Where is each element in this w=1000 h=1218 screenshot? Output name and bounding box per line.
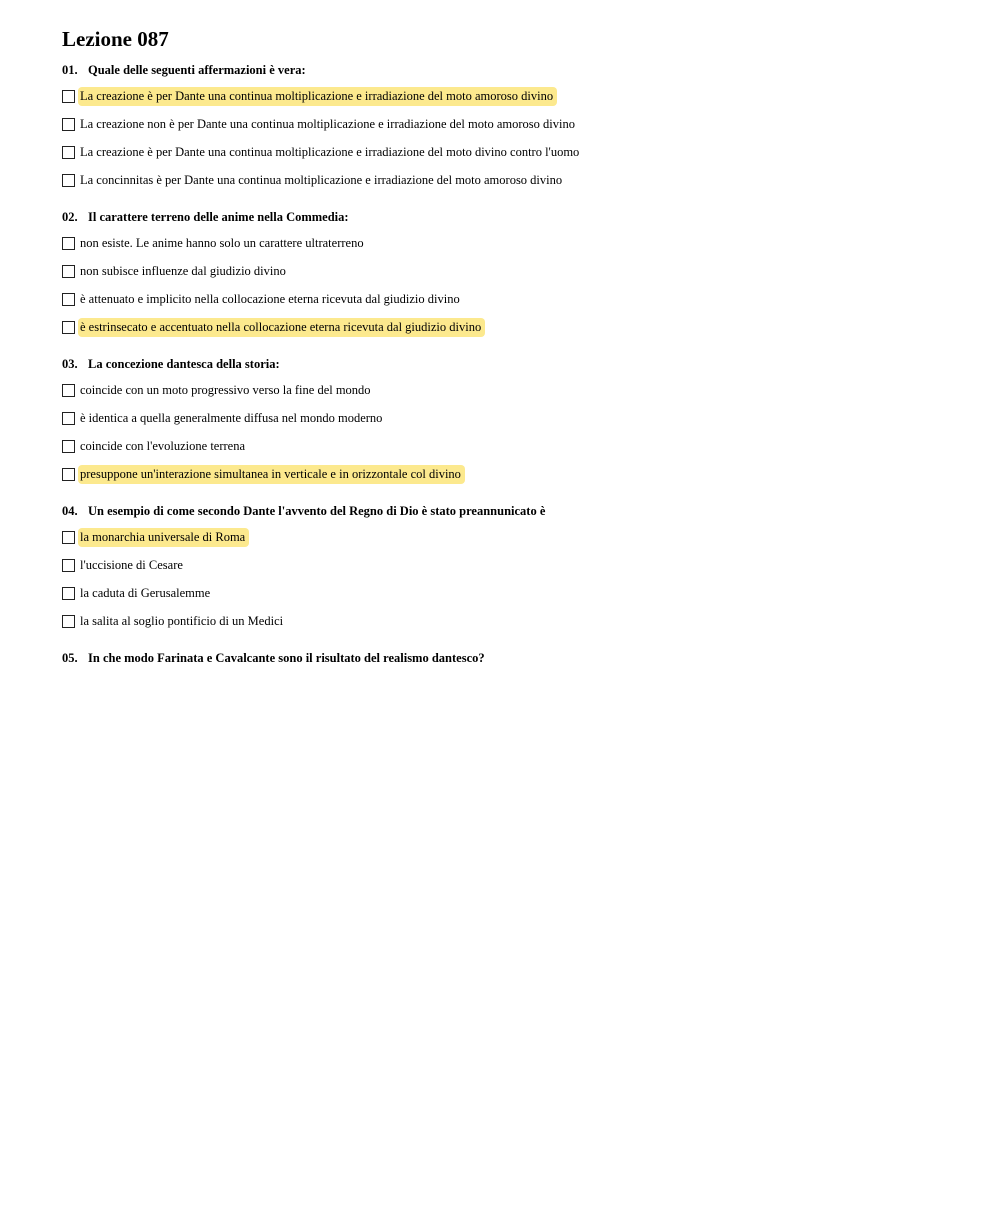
document-page [62, 26, 962, 670]
question-text: La concezione dantesca della storia: [88, 357, 280, 371]
answer-text-highlighted: presuppone un'interazione simultanea in verticale e in orizzontale col divino [78, 465, 465, 484]
answer-checkbox[interactable] [62, 412, 75, 425]
answer-text: La concinnitas è per Dante una continua moltiplicazione e irradiazione del moto amoroso divino [80, 172, 563, 187]
answer-checkbox[interactable] [62, 293, 75, 306]
answer-text: la caduta di Gerusalemme [80, 585, 211, 600]
answer-option[interactable] [62, 523, 962, 551]
question-list [62, 62, 962, 666]
question-text: Un esempio di come secondo Dante l'avvento del Regno di Dio è stato preannunicato è [88, 504, 546, 518]
answer-checkbox[interactable] [62, 587, 75, 600]
answer-checkbox[interactable] [62, 559, 75, 572]
answer-text: è attenuato e implicito nella collocazione eterna ricevuta dal giudizio divino [80, 291, 460, 306]
answer-option[interactable] [62, 579, 962, 607]
question-3 [62, 356, 962, 488]
question-number: 01. [62, 63, 78, 77]
answer-text: La creazione è per Dante una continua moltiplicazione e irradiazione del moto divino contro l'uomo [80, 144, 580, 159]
answer-option[interactable] [62, 82, 962, 110]
answer-checkbox[interactable] [62, 265, 75, 278]
question-heading [62, 503, 962, 519]
answer-text: non esiste. Le anime hanno solo un carattere ultraterreno [80, 235, 364, 250]
question-2 [62, 209, 962, 341]
answer-option[interactable] [62, 138, 962, 166]
question-text: Quale delle seguenti affermazioni è vera: [88, 63, 306, 77]
answer-checkbox[interactable] [62, 90, 75, 103]
answer-text: La creazione non è per Dante una continua moltiplicazione e irradiazione del moto amoroso divino [80, 116, 575, 131]
answer-option[interactable] [62, 460, 962, 488]
answer-checkbox[interactable] [62, 440, 75, 453]
answer-text: la salita al soglio pontificio di un Medici [80, 613, 284, 628]
question-4 [62, 503, 962, 635]
answer-text: coincide con un moto progressivo verso la fine del mondo [80, 382, 371, 397]
answer-text-highlighted: la monarchia universale di Roma [78, 528, 249, 547]
answer-text: l'uccisione di Cesare [80, 557, 183, 572]
question-number: 04. [62, 504, 78, 518]
answer-checkbox[interactable] [62, 615, 75, 628]
answer-option[interactable] [62, 376, 962, 404]
question-1 [62, 62, 962, 194]
answer-checkbox[interactable] [62, 237, 75, 250]
answer-text: coincide con l'evoluzione terrena [80, 438, 246, 453]
question-5 [62, 650, 962, 666]
answer-checkbox[interactable] [62, 118, 75, 131]
answer-option[interactable] [62, 404, 962, 432]
answer-option[interactable] [62, 551, 962, 579]
answer-option[interactable] [62, 432, 962, 460]
answer-option[interactable] [62, 229, 962, 257]
answer-option[interactable] [62, 257, 962, 285]
lesson-title: Lezione 087 [62, 27, 169, 51]
question-text: In che modo Farinata e Cavalcante sono il risultato del realismo dantesco? [88, 651, 485, 665]
question-number: 02. [62, 210, 78, 224]
answer-option[interactable] [62, 607, 962, 635]
answer-option[interactable] [62, 110, 962, 138]
answer-checkbox[interactable] [62, 531, 75, 544]
question-text: Il carattere terreno delle anime nella Commedia: [88, 210, 349, 224]
question-heading [62, 62, 962, 78]
answer-checkbox[interactable] [62, 174, 75, 187]
question-heading [62, 209, 962, 225]
answer-checkbox[interactable] [62, 146, 75, 159]
answer-checkbox[interactable] [62, 384, 75, 397]
answer-text-highlighted: è estrinsecato e accentuato nella collocazione eterna ricevuta dal giudizio divino [78, 318, 485, 337]
question-number: 05. [62, 651, 78, 665]
question-heading [62, 650, 962, 666]
question-number: 03. [62, 357, 78, 371]
answer-text-highlighted: La creazione è per Dante una continua moltiplicazione e irradiazione del moto amoroso divino [78, 87, 557, 106]
answer-checkbox[interactable] [62, 468, 75, 481]
answer-option[interactable] [62, 166, 962, 194]
answer-text: non subisce influenze dal giudizio divino [80, 263, 286, 278]
answer-checkbox[interactable] [62, 321, 75, 334]
answer-option[interactable] [62, 313, 962, 341]
answer-option[interactable] [62, 285, 962, 313]
question-heading [62, 356, 962, 372]
answer-text: è identica a quella generalmente diffusa nel mondo moderno [80, 410, 383, 425]
